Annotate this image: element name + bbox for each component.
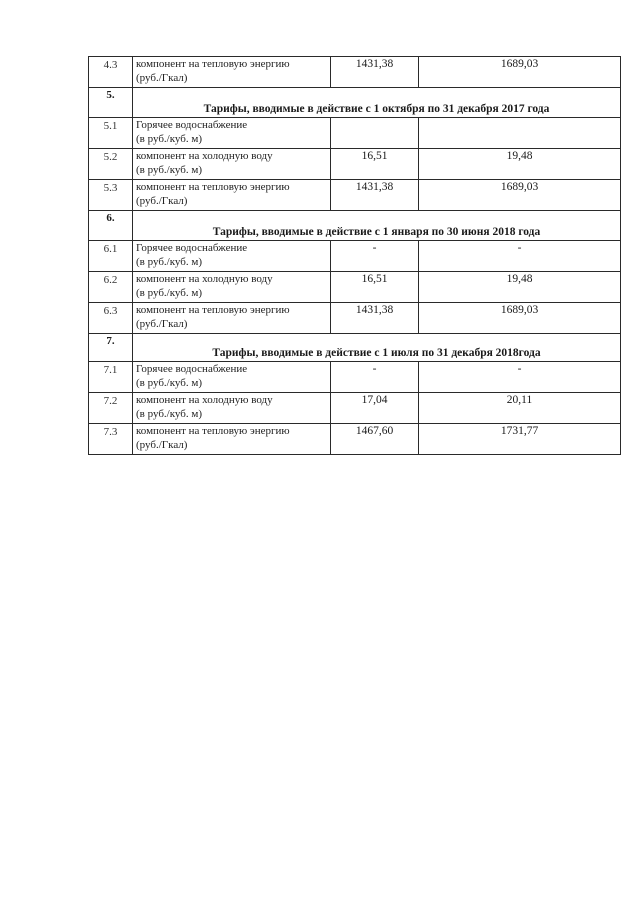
tariff-value-without-vat: 1431,38 <box>331 303 419 334</box>
description-line-1: компонент на тепловую энергию <box>136 304 290 316</box>
tariff-value-with-vat: 1689,03 <box>419 180 621 211</box>
row-number: 6.3 <box>89 303 133 334</box>
tariff-value-with-vat: 1689,03 <box>419 57 621 88</box>
row-description <box>133 118 331 149</box>
row-description <box>133 272 331 303</box>
section-header-row <box>89 334 621 362</box>
section-number: 7. <box>89 334 133 362</box>
section-number: 5. <box>89 88 133 118</box>
table-row <box>89 57 621 88</box>
table-row <box>89 393 621 424</box>
tariff-value-with-vat: - <box>419 241 621 272</box>
row-description <box>133 424 331 455</box>
row-description <box>133 393 331 424</box>
description-line-2: (руб./Гкал) <box>136 318 188 330</box>
row-number: 4.3 <box>89 57 133 88</box>
description-line-2: (в руб./куб. м) <box>136 377 202 389</box>
tariff-value-without-vat: 16,51 <box>331 272 419 303</box>
description-line-1: компонент на холодную воду <box>136 150 273 162</box>
description-line-2: (в руб./куб. м) <box>136 164 202 176</box>
description-line-2: (руб./Гкал) <box>136 72 188 84</box>
table-row <box>89 149 621 180</box>
table-row <box>89 303 621 334</box>
row-number: 5.2 <box>89 149 133 180</box>
tariff-value-with-vat: 1731,77 <box>419 424 621 455</box>
description-line-1: компонент на тепловую энергию <box>136 425 290 437</box>
section-header-row <box>89 88 621 118</box>
row-number: 6.1 <box>89 241 133 272</box>
tariff-value-without-vat: 1431,38 <box>331 180 419 211</box>
tariff-value-with-vat: 19,48 <box>419 149 621 180</box>
row-number: 7.2 <box>89 393 133 424</box>
table-row <box>89 424 621 455</box>
table-row <box>89 118 621 149</box>
row-description <box>133 362 331 393</box>
section-header-row <box>89 211 621 241</box>
description-line-2: (в руб./куб. м) <box>136 133 202 145</box>
tariff-value-with-vat: 19,48 <box>419 272 621 303</box>
description-line-1: Горячее водоснабжение <box>136 119 248 131</box>
description-line-2: (руб./Гкал) <box>136 439 188 451</box>
row-description <box>133 303 331 334</box>
row-number: 5.1 <box>89 118 133 149</box>
row-description <box>133 149 331 180</box>
description-line-2: (в руб./куб. м) <box>136 256 202 268</box>
description-line-1: компонент на холодную воду <box>136 273 273 285</box>
tariff-value-without-vat: - <box>331 241 419 272</box>
tariff-value-with-vat: 1689,03 <box>419 303 621 334</box>
tariff-value-with-vat <box>419 118 621 149</box>
description-line-1: компонент на тепловую энергию <box>136 58 290 70</box>
description-line-2: (в руб./куб. м) <box>136 408 202 420</box>
section-title: Тарифы, вводимые в действие с 1 июля по 31 декабря 2018года <box>133 334 621 362</box>
section-title: Тарифы, вводимые в действие с 1 января по 30 июня 2018 года <box>133 211 621 241</box>
row-number: 6.2 <box>89 272 133 303</box>
tariff-value-without-vat: 1431,38 <box>331 57 419 88</box>
row-number: 7.3 <box>89 424 133 455</box>
tariff-value-without-vat: 17,04 <box>331 393 419 424</box>
description-line-1: компонент на тепловую энергию <box>136 181 290 193</box>
row-number: 5.3 <box>89 180 133 211</box>
tariff-value-without-vat: 16,51 <box>331 149 419 180</box>
tariff-table-body <box>89 57 621 455</box>
table-row <box>89 241 621 272</box>
tariff-value-without-vat <box>331 118 419 149</box>
row-description <box>133 180 331 211</box>
description-line-1: компонент на холодную воду <box>136 394 273 406</box>
row-description <box>133 57 331 88</box>
description-line-2: (в руб./куб. м) <box>136 287 202 299</box>
tariff-value-without-vat: - <box>331 362 419 393</box>
section-title: Тарифы, вводимые в действие с 1 октября по 31 декабря 2017 года <box>133 88 621 118</box>
tariff-table <box>88 56 621 455</box>
description-line-2: (руб./Гкал) <box>136 195 188 207</box>
table-row <box>89 180 621 211</box>
tariff-value-with-vat: 20,11 <box>419 393 621 424</box>
section-number: 6. <box>89 211 133 241</box>
description-line-1: Горячее водоснабжение <box>136 363 248 375</box>
table-row <box>89 272 621 303</box>
tariff-value-with-vat: - <box>419 362 621 393</box>
description-line-1: Горячее водоснабжение <box>136 242 248 254</box>
table-row <box>89 362 621 393</box>
row-description <box>133 241 331 272</box>
row-number: 7.1 <box>89 362 133 393</box>
tariff-value-without-vat: 1467,60 <box>331 424 419 455</box>
